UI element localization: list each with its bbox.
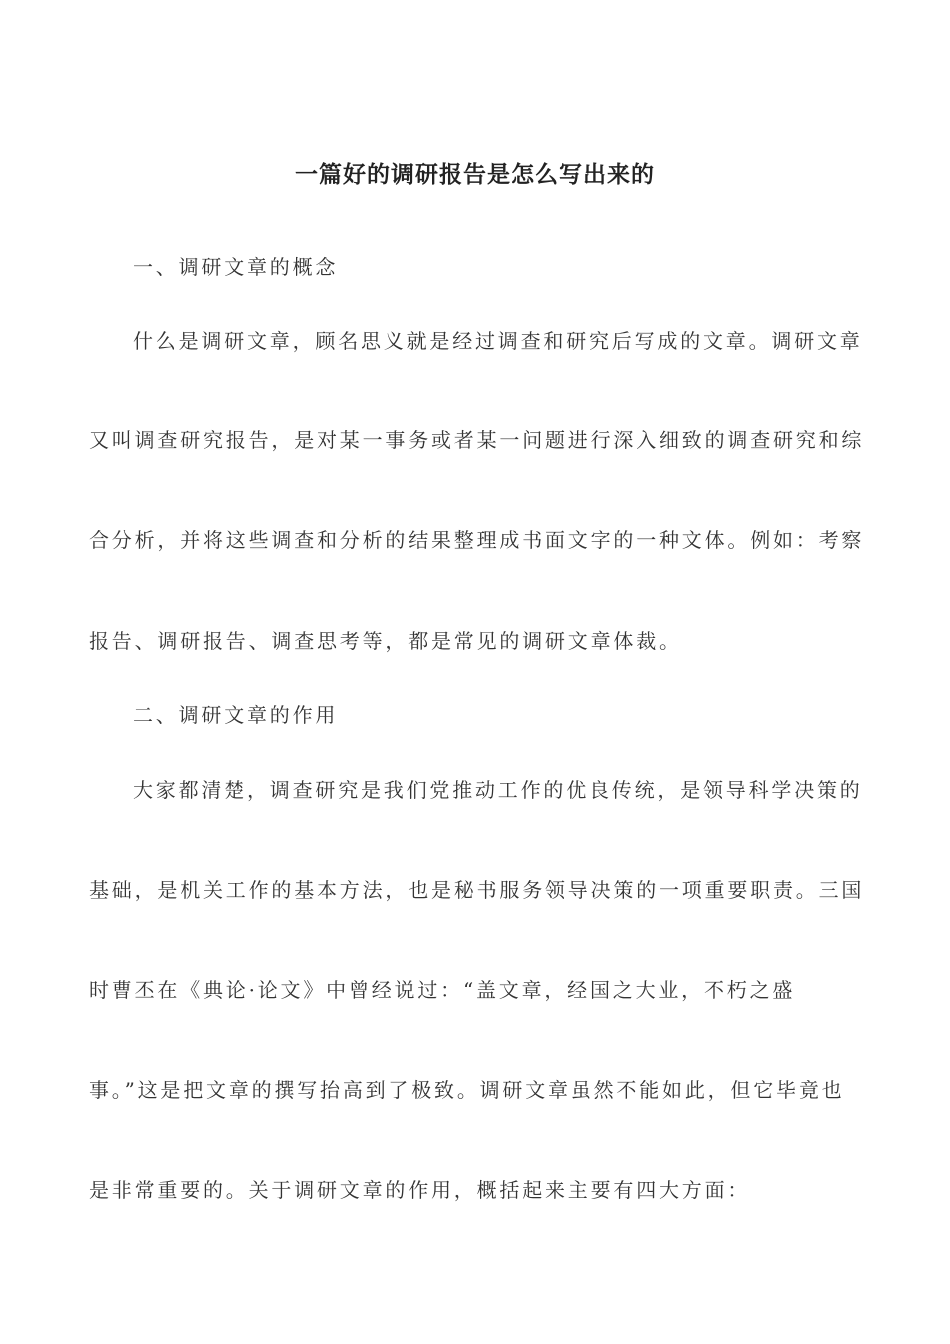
paragraph-line: 合分析，并将这些调查和分析的结果整理成书面文字的一种文体。例如：考察 [89, 528, 865, 552]
paragraph-line: 大家都清楚，调查研究是我们党推动工作的优良传统，是领导科学决策的 [133, 778, 863, 802]
document-title: 一篇好的调研报告是怎么写出来的 [295, 161, 655, 188]
paragraph-line: 是非常重要的。关于调研文章的作用，概括起来主要有四大方面： [89, 1178, 751, 1202]
paragraph-line: 时曹丕在《典论·论文》中曾经说过：“盖文章，经国之大业，不朽之盛 [89, 978, 796, 1002]
paragraph-line: 又叫调查研究报告，是对某一事务或者某一问题进行深入细致的调查研究和综 [89, 428, 865, 452]
section-heading-function: 二、调研文章的作用 [133, 703, 339, 727]
paragraph-line: 报告、调研报告、调查思考等，都是常见的调研文章体裁。 [89, 629, 682, 653]
paragraph-line: 事。”这是把文章的撰写抬高到了极致。调研文章虽然不能如此，但它毕竟也 [89, 1078, 845, 1102]
paragraph-line: 基础，是机关工作的基本方法，也是秘书服务领导决策的一项重要职责。三国 [89, 878, 865, 902]
section-heading-concept: 一、调研文章的概念 [133, 255, 339, 279]
paragraph-line: 什么是调研文章，顾名思义就是经过调查和研究后写成的文章。调研文章 [133, 329, 863, 353]
